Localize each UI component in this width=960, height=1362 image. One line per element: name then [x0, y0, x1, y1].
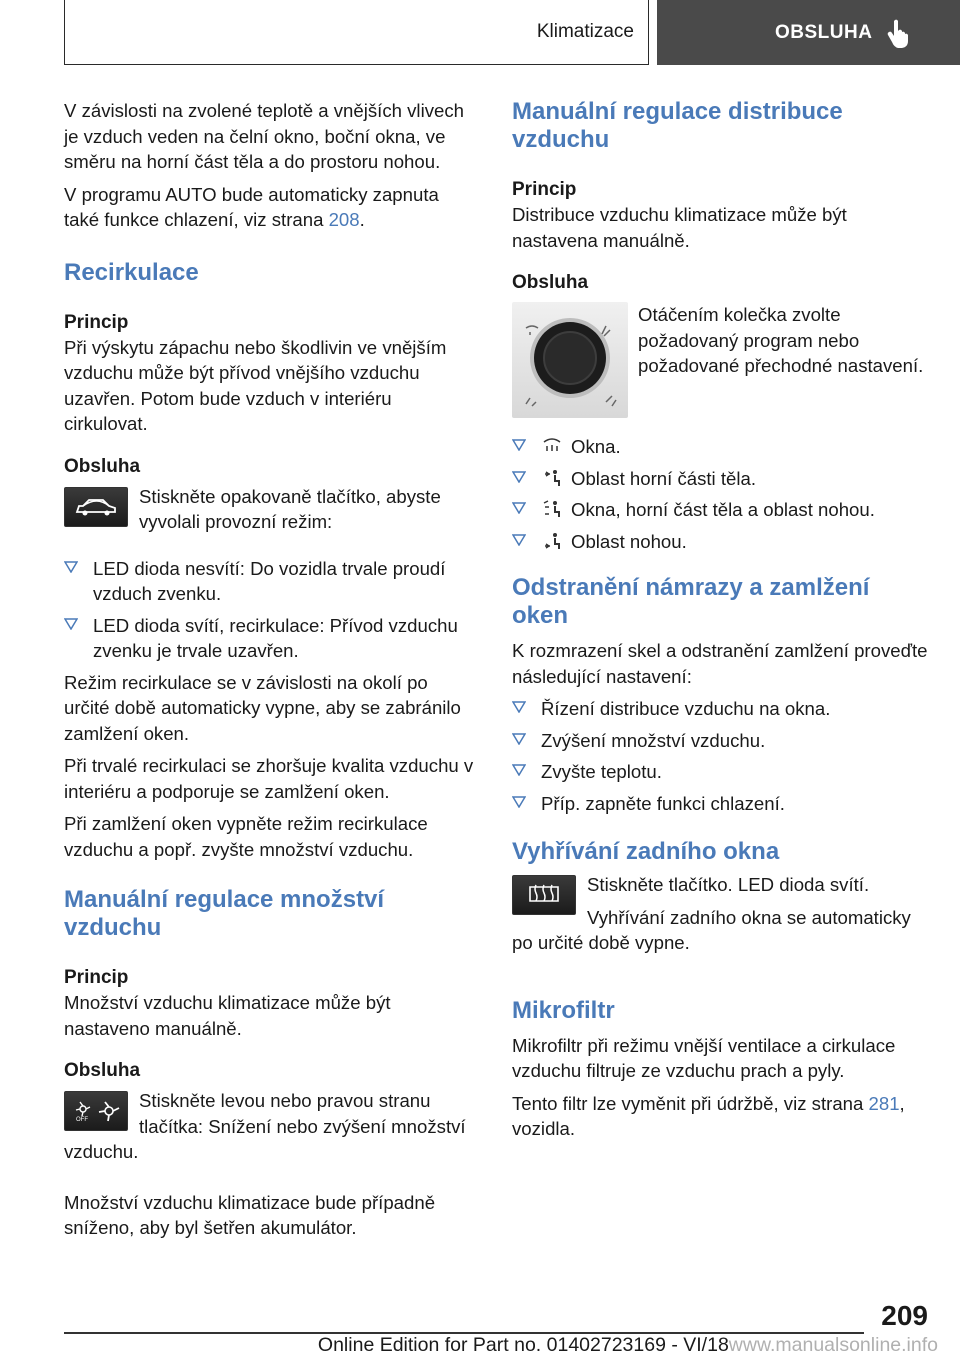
list-item: LED dioda svítí, recirkulace: Přívod vzduchu zvenku je trvale uzavřen.	[64, 613, 478, 664]
filter-paragraph-1: Mikrofiltr při režimu vnější ventilace a cirkulace vzduchu filtruje ze vzduchu prach a pyly.	[512, 1034, 896, 1081]
subheading-operation-airflow: Obsluha	[64, 1060, 141, 1081]
intro-paragraph-2: V programu AUTO bude automaticky zapnuta také funkce chlazení, viz strana 208.	[64, 183, 439, 230]
filter-paragraph-2: Tento filtr lze vyměnit při údržbě, viz strana 281, vozidla.	[512, 1092, 905, 1139]
list-item: Okna.	[512, 434, 932, 460]
windshield-icon	[541, 437, 563, 455]
recirc-bullet-list	[64, 556, 478, 664]
header-chapter-title: OBSLUHA	[775, 21, 873, 43]
subheading-operation-distrib: Obsluha	[512, 272, 589, 293]
pointing-hand-icon	[886, 18, 912, 48]
distrib-operation-text: Otáčením kolečka zvolte požadovaný program nebo požadované přechodné nastavení.	[638, 304, 924, 376]
header-chapter-box	[657, 0, 960, 65]
fan-button-image	[64, 1091, 128, 1131]
rear-heating-text-1: Stiskněte tlačítko. LED dioda svítí.	[587, 874, 870, 895]
subheading-principle-recirc: Princip	[64, 311, 129, 333]
recirc-operation-text: Stiskněte opakovaně tlačítko, abyste vyvolali provozní režim:	[139, 485, 441, 532]
list-item: Oblast nohou.	[512, 529, 932, 555]
left-column	[64, 98, 478, 1248]
heading-air-distribution: Manuální regulace distribuce vzduchu	[512, 98, 843, 153]
recirc-principle-text: Při výskytu zápachu nebo škodlivin ve vnějším vzduchu může být přívod vnějšího vzduchu uzavřen. Potom bude vzduch v interiéru cirkulovat.	[64, 336, 447, 434]
subheading-operation-recirc: Obsluha	[64, 455, 141, 477]
list-item: LED dioda nesvítí: Do vozidla trvale proudí vzduch zvenku.	[64, 556, 478, 607]
triangle-bullet-icon	[512, 502, 528, 516]
off-label: OFF	[76, 1117, 88, 1123]
intro-paragraph-1: V závislosti na zvolené teplotě a vnějších vlivech je vzduch veden na čelní okno, boční okna, ve směru na horní část těla a do prostoru nohou.	[64, 100, 464, 172]
subheading-principle-airflow: Princip	[64, 967, 129, 988]
list-item: Okna, horní část těla a oblast nohou.	[512, 497, 932, 523]
subheading-principle-distrib: Princip	[512, 179, 577, 200]
upper-body-icon	[541, 469, 563, 487]
list-item: Řízení distribuce vzduchu na okna.	[512, 696, 932, 722]
triangle-bullet-icon	[512, 439, 528, 453]
rear-heating-block	[512, 872, 932, 963]
heading-air-volume: Manuální regulace množství vzduchu	[64, 886, 385, 941]
triangle-bullet-icon	[512, 796, 528, 810]
page-link-281[interactable]: 281	[868, 1092, 900, 1114]
triangle-bullet-icon	[64, 618, 80, 632]
rear-defroster-button-image	[512, 875, 576, 915]
heading-microfilter: Mikrofiltr	[512, 996, 615, 1024]
right-column	[512, 98, 932, 1149]
airflow-operation-text: Stiskněte levou nebo pravou stranu tlačítka: Snížení nebo zvýšení množství vzduchu.	[64, 1090, 466, 1162]
triangle-bullet-icon	[512, 534, 528, 548]
recirculation-car-icon	[73, 496, 119, 518]
rear-defroster-icon	[524, 883, 564, 907]
distrib-bullet-list	[512, 434, 932, 554]
rear-heating-text-2: Vyhřívání zadního okna se automaticky po určité době vypne.	[512, 906, 911, 953]
airflow-paragraph-1: Množství vzduchu klimatizace bude případně sníženo, aby byl šetřen akumulátor.	[64, 1191, 436, 1238]
triangle-bullet-icon	[512, 764, 528, 778]
defrost-intro: K rozmrazení skel a odstranění zamlžení proveďte následující nastavení:	[512, 640, 928, 687]
rotary-knob-icon	[512, 302, 628, 418]
triangle-bullet-icon	[512, 733, 528, 747]
defrost-bullet-list	[512, 696, 932, 816]
distrib-operation-block	[512, 302, 932, 418]
list-item: Příp. zapněte funkci chlazení.	[512, 791, 932, 817]
recirc-paragraph-2: Při trvalé recirkulaci se zhoršuje kvalita vzduchu v interiéru a podporuje se zamlžení oken.	[64, 755, 474, 802]
page-link-208[interactable]: 208	[328, 209, 360, 230]
triangle-bullet-icon	[64, 561, 80, 575]
page-number: 209	[881, 1300, 928, 1331]
recirc-paragraph-1: Režim recirkulace se v závislosti na okolí po určité době automaticky vypne, aby se zabránilo zamlžení oken.	[64, 671, 461, 744]
distrib-principle-text: Distribuce vzduchu klimatizace může být nastavena manuálně.	[512, 204, 847, 251]
airflow-principle-text: Množství vzduchu klimatizace může být nastaveno manuálně.	[64, 992, 391, 1039]
triangle-bullet-icon	[512, 701, 528, 715]
airflow-operation-block	[64, 1088, 478, 1172]
footer-watermark: www.manualsonline.info	[728, 1334, 938, 1356]
distribution-knob-image	[512, 302, 628, 418]
recirc-operation-block	[64, 484, 478, 542]
heading-recirculation: Recirkulace	[64, 258, 199, 286]
triangle-bullet-icon	[512, 471, 528, 485]
list-item: Zvyšte teplotu.	[512, 759, 932, 785]
fan-icon	[71, 1099, 121, 1123]
header-section-title: Klimatizace	[536, 21, 634, 42]
footer-edition: Online Edition for Part no. 01402723169 - VI/18www.manualsonline.info	[317, 1334, 938, 1356]
footwell-icon	[541, 532, 563, 550]
heading-rear-window-heating: Vyhřívání zadního okna	[512, 838, 780, 865]
list-item: Zvýšení množství vzduchu.	[512, 728, 932, 754]
heading-defrost: Odstranění námrazy a zamlžení oken	[512, 574, 870, 629]
windows-body-feet-icon	[541, 500, 563, 518]
recirc-paragraph-3: Při zamlžení oken vypněte režim recirkulace vzduchu a popř. zvyšte množství vzduchu.	[64, 813, 428, 860]
recirculation-button-image	[64, 487, 128, 527]
list-item: Oblast horní části těla.	[512, 466, 932, 492]
header-section-box	[64, 0, 649, 65]
